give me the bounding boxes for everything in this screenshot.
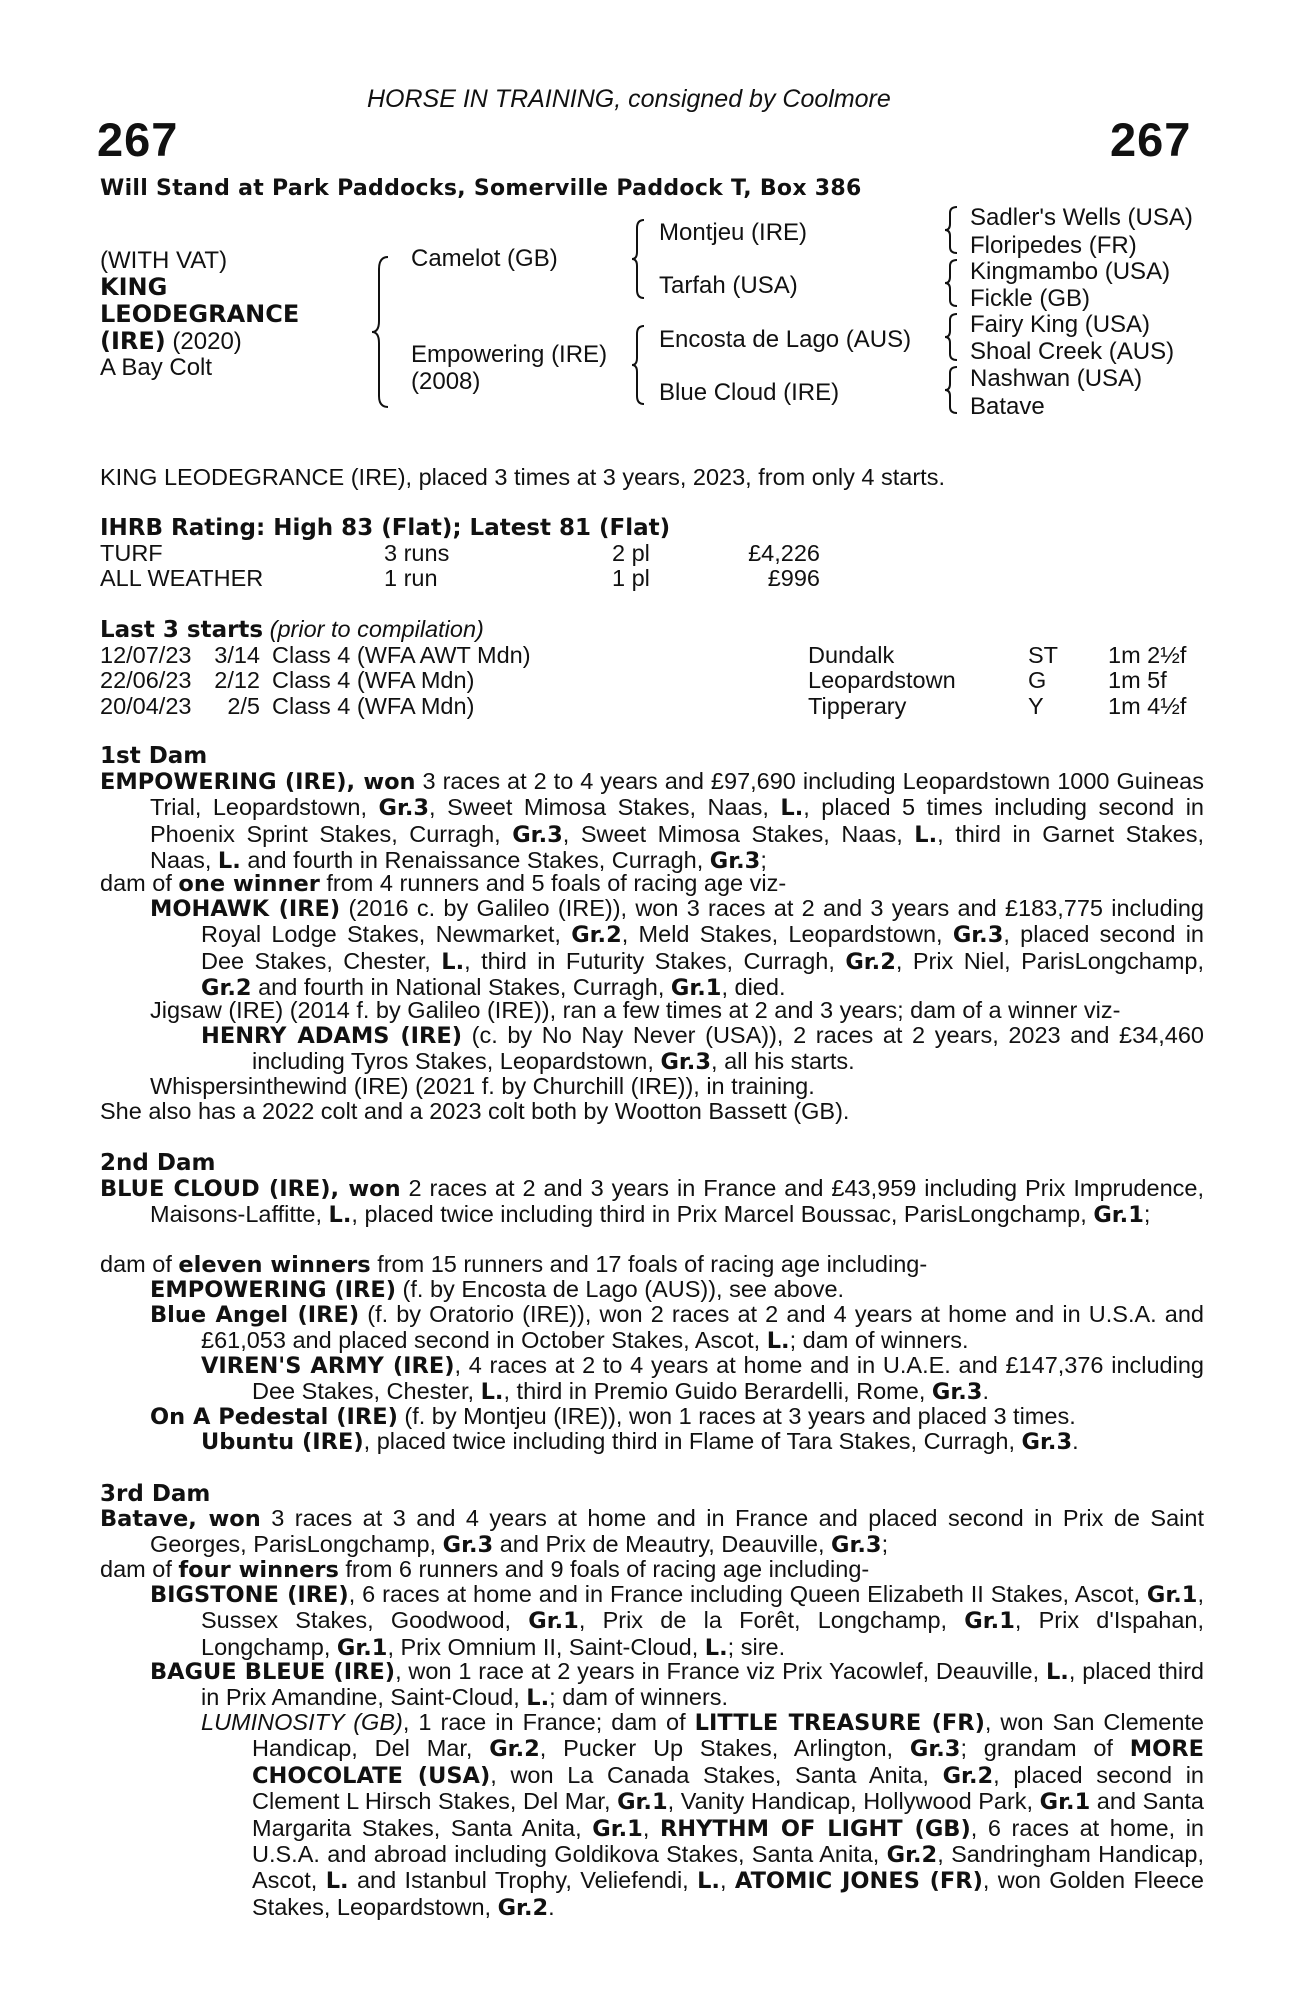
produce-name: HENRY ADAMS (IRE) [201,1023,462,1049]
horse-description: A Bay Colt [100,354,213,381]
text: and fourth in National Stakes, Curragh, [251,974,671,1001]
text: , placed twice including third in Prix Marcel Boussac, ParisLongchamp, [351,1201,1094,1228]
text: 2 races at 2 and 3 years in France and £43,959 including Prix Imprudence, Maisons-Laffitte, [150,1175,1204,1228]
horse-year: (2020) [165,328,242,355]
text: , all his starts. [711,1048,855,1075]
grade: Gr.1 [964,1608,1015,1635]
grade: Gr.2 [497,1894,549,1921]
produce-name: EMPOWERING (IRE) [150,1277,397,1303]
last-starts-note: (prior to compilation) [263,616,484,642]
horse-country: (IRE) [100,327,166,355]
pedigree-brace-g3-1 [943,205,959,255]
pedigree-brace-g3-4 [943,365,959,415]
pedigree-dam-dam: Blue Cloud (IRE) [659,379,840,406]
rating-row-aw [100,566,820,591]
text: , third in Garnet Stakes, Naas, [150,820,1204,874]
text: , Prix Niel, ParisLongchamp, [895,947,1205,974]
rating-table [100,541,820,592]
rating-surface: TURF [100,540,163,566]
consignment-line: HORSE IN TRAINING, consigned by Coolmore [367,85,891,113]
start-course: Tipperary [808,692,907,719]
grade: Gr.3 [660,1049,712,1076]
text: , [719,1867,735,1894]
grade: Gr.3 [442,1532,494,1559]
pedigree-brace-sire [630,218,646,302]
produce-name: RHYTHM OF LIGHT (GB) [659,1815,971,1842]
pedigree-gen3-2: Floripedes (FR) [970,232,1137,259]
winners-count: eleven winners [178,1252,371,1278]
dam2-title: 2nd Dam [100,1150,216,1176]
dam-name: Batave [100,1506,189,1532]
text: , Sweet Mimosa Stakes, Naas, [429,794,781,821]
text: from 4 runners and 5 foals of racing age viz- [319,870,787,896]
dam1-race-record [100,768,1204,875]
text: dam of [100,870,179,896]
grade: Gr.3 [512,821,563,848]
text: and Istanbul Trophy, Veliefendi, [348,1867,698,1894]
grade: Gr.1 [1039,1789,1091,1816]
start-pos: 2/12 [214,667,260,694]
listed: L. [780,795,804,822]
start-course: Dundalk [808,642,895,668]
pedigree-gen3-8: Batave [970,393,1045,420]
listed: L. [325,1868,349,1895]
text: , died. [721,974,786,1001]
pedigree-sire: Camelot (GB) [411,245,558,272]
start-course: Leopardstown [808,667,956,694]
text: , Prix Omnium II, Saint-Cloud, [387,1633,705,1660]
text: , Pucker Up Stakes, Arlington, [539,1735,910,1762]
rating-earnings: £4,226 [748,540,820,566]
start-distance: 1m 5f [1108,667,1167,694]
start-going: Y [1028,692,1044,719]
horse-name-line2: LEODEGRANCE [100,300,300,328]
text: , third in Futurity Stakes, Curragh, [464,947,846,974]
rating-earnings: £996 [767,565,820,592]
listed: L. [914,821,938,848]
start-row [100,668,1186,693]
vat-label: (WITH VAT) [100,247,228,274]
rating-placed: 2 pl [612,540,650,566]
start-pos: 2/5 [227,692,260,719]
dam1-produce-summary [100,871,786,897]
grade: Gr.2 [571,922,622,949]
dam3-produce-bigstone [150,1581,1205,1661]
text: , Sussex Stakes, Goodwood, [201,1581,1204,1634]
winners-count: one winner [178,871,320,897]
text: , Vanity Handicap, Hollywood Park, [667,1788,1040,1815]
grade: Gr.1 [336,1634,388,1661]
grade: Gr.1 [617,1789,668,1816]
grade: Gr.2 [489,1736,540,1763]
dam3-race-record [100,1505,1204,1559]
produce-name: VIREN'S ARMY (IRE) [201,1353,455,1379]
text: dam of [100,1251,179,1277]
text: , 4 races at 2 to 4 years at home and in U.A.E. and £147,376 including Dee Stakes, Chester, [252,1352,1204,1405]
pedigree-gen3-1: Sadler's Wells (USA) [970,204,1193,231]
produce-name: LITTLE TREASURE (FR) [694,1710,985,1736]
won-label: , won [330,1176,401,1202]
pedigree-gen3-6: Shoal Creek (AUS) [970,338,1175,365]
text: ; grandam of [960,1735,1130,1762]
start-row [100,694,1186,719]
text: , placed twice including third in Flame of Tara Stakes, Curragh, [363,1428,1022,1454]
produce-name: BAGUE BLEUE (IRE) [150,1659,396,1685]
text: , placed 5 times including second in Phoenix Sprint Stakes, Curragh, [150,794,1204,847]
last-starts-heading [100,617,484,643]
pedigree-gen3-3: Kingmambo (USA) [970,258,1171,285]
dam1-produce-whispersinthewind: Whispersinthewind (IRE) (2021 f. by Churchill (IRE)), in training. [150,1073,815,1099]
last-starts-table [100,643,1186,719]
start-going: G [1028,667,1047,694]
dam1-other-foals: She also has a 2022 colt and a 2023 colt both by Wootton Bassett (GB). [100,1098,850,1124]
text: (f. by Montjeu (IRE)), won 1 races at 3 years and placed 3 times. [397,1403,1076,1429]
grade: Gr.3 [378,795,430,822]
pedigree-brace-g3-2 [943,258,959,308]
dam2-grandproduce-ubuntu [201,1429,1079,1455]
produce-name: Ubuntu (IRE) [201,1429,364,1455]
pedigree-dam-sire: Encosta de Lago (AUS) [659,326,912,353]
text: . [1072,1428,1079,1454]
produce-name: Blue Angel (IRE) [150,1302,360,1328]
horse-country-year [100,327,242,356]
grade: Gr.1 [528,1608,579,1635]
dam3-produce-luminosity [201,1709,1205,1921]
text: from 6 runners and 9 foals of racing age including- [338,1556,870,1582]
text: 3 races at 2 to 4 years and £97,690 including Leopardstown 1000 Guineas Trial, Leopardstown, [150,768,1204,821]
pedigree-brace-dam [630,324,646,408]
listed: L. [697,1868,720,1895]
grade: Gr.1 [670,975,722,1002]
lot-number-left: 267 [97,113,179,166]
text: , won La Canada Stakes, Santa Anita, [490,1761,943,1788]
pedigree-brace-gen1 [370,255,390,410]
dam1-title: 1st Dam [100,743,208,769]
text: , 1 race in France; dam of [402,1709,695,1735]
text: and fourth in Renaissance Stakes, Curragh, [240,847,710,874]
grade: Gr.3 [952,922,1004,949]
text: from 15 runners and 17 foals of racing age including- [370,1251,928,1277]
grade: Gr.1 [1146,1582,1198,1608]
pedigree-gen3-4: Fickle (GB) [970,285,1090,312]
text: , won San Clemente Handicap, Del Mar, [252,1709,1205,1762]
listed: L. [328,1202,352,1229]
pedigree-sire-sire: Montjeu (IRE) [659,219,808,246]
dam3-produce-bague-bleue [150,1658,1204,1712]
text: , Sandringham Handicap, Ascot, [252,1841,1204,1894]
dam1-grandproduce-henry-adams [201,1022,1204,1076]
grade: Gr.2 [201,975,252,1002]
text: , won Golden Fleece Stakes, Leopardstown, [252,1867,1204,1920]
listed: L. [441,948,465,975]
grade: Gr.2 [886,1842,938,1869]
text: , placed second in Clement L Hirsch Stakes, Del Mar, [252,1761,1204,1815]
text: , Prix d'Ispahan, Longchamp, [201,1607,1205,1660]
text: , placed second in Dee Stakes, Chester, [201,921,1204,974]
text: (f. by Encosta de Lago (AUS)), see above. [396,1276,845,1302]
text: (2016 c. by Galileo (IRE)), won 3 races at 2 and 3 years and £183,775 including Royal Lodge Stakes, Newmarket, [201,895,1204,948]
dam2-grandproduce-virens-army [201,1352,1204,1406]
start-date: 22/06/23 [100,667,192,694]
race-summary: KING LEODEGRANCE (IRE), placed 3 times at 3 years, 2023, from only 4 starts. [100,464,945,490]
start-race: Class 4 (WFA Mdn) [272,692,475,719]
horse-name-line1: KING [100,273,168,301]
pedigree-dam-year: (2008) [411,368,481,395]
produce-name: LUMINOSITY (GB) [201,1709,403,1735]
grade: Gr.2 [942,1762,994,1789]
pedigree-gen3-7: Nashwan (USA) [970,365,1143,392]
start-row [100,643,1186,668]
dam3-title: 3rd Dam [100,1481,211,1507]
rating-surface: ALL WEATHER [100,565,264,592]
dam3-produce-summary [100,1557,869,1583]
text: , [642,1814,660,1841]
text: , 6 races at home and in France including Queen Elizabeth II Stakes, Ascot, [348,1581,1147,1607]
text: , Meld Stakes, Leopardstown, [621,921,953,948]
text: . [982,1378,989,1405]
winners-count: four winners [178,1557,339,1583]
text: and Prix de Meautry, Deauville, [493,1531,832,1558]
text: dam of [100,1556,179,1582]
dam2-produce-summary [100,1252,927,1278]
grade: Gr.1 [1093,1202,1144,1229]
pedigree-dam: Empowering (IRE) [411,341,608,368]
pedigree-gen3-5: Fairy King (USA) [970,311,1151,338]
produce-name: MOHAWK (IRE) [150,896,341,922]
grade: Gr.3 [909,1736,961,1763]
text: (c. by No Nay Never (USA)), 2 races at 2 years, 2023 and £34,460 including Tyros Stakes, Leopardstown, [252,1022,1204,1075]
text: , Prix de la Forêt, Longchamp, [578,1607,965,1634]
start-date: 12/07/23 [100,642,192,668]
text: ; [881,1531,889,1558]
grade: Gr.3 [831,1532,882,1559]
text: , Sweet Mimosa Stakes, Naas, [562,820,915,847]
start-distance: 1m 4½f [1108,692,1187,719]
grade: Gr.3 [1021,1429,1073,1455]
dam-name: EMPOWERING (IRE) [100,769,347,795]
text: 3 races at 3 and 4 years at home and in France and placed second in Prix de Saint Georges, ParisLongchamp, [150,1505,1204,1558]
grade: Gr.3 [709,848,761,875]
rating-title: IHRB Rating: High 83 (Flat); Latest 81 (Flat) [100,515,671,541]
text: , won 1 race at 2 years in France viz Prix Yacowlef, Deauville, [395,1658,1046,1684]
text: , placed third in Prix Amandine, Saint-Cloud, [201,1658,1204,1711]
listed: L. [217,848,241,875]
listed: L. [480,1379,504,1406]
dam-name: BLUE CLOUD (IRE) [100,1176,331,1202]
start-race: Class 4 (WFA AWT Mdn) [272,642,531,668]
start-going: ST [1028,642,1059,668]
start-distance: 1m 2½f [1108,642,1187,668]
produce-name: BIGSTONE (IRE) [150,1582,349,1608]
text: ; [1143,1201,1151,1228]
produce-name: On A Pedestal (IRE) [150,1404,398,1430]
text: ; [760,847,767,874]
grade: Gr.2 [845,948,896,975]
listed: L. [1045,1659,1069,1685]
dam2-produce-empowering [150,1277,844,1303]
dam2-produce-on-a-pedestal [150,1404,1076,1430]
dam1-produce-mohawk [150,895,1205,1002]
grade: Gr.1 [592,1815,643,1842]
listed: L. [704,1634,728,1661]
rating-row-turf [100,541,820,566]
text: , third in Premio Guido Berardelli, Rome, [503,1378,932,1405]
start-date: 20/04/23 [100,692,192,719]
pedigree-brace-g3-3 [943,312,959,362]
won-label: , won [346,769,416,795]
produce-name: ATOMIC JONES (FR) [734,1868,983,1895]
text: , 6 races at home, in U.S.A. and abroad including Goldikova Stakes, Santa Anita, [252,1814,1205,1868]
rating-runs: 3 runs [384,540,450,566]
won-label: , won [188,1506,261,1532]
text: (f. by Oratorio (IRE)), won 2 races at 2 and 4 years at home and in U.S.A. and £61,053 and placed second in October Stakes, Ascot, [201,1301,1204,1354]
rating-placed: 1 pl [612,565,650,592]
listed: L. [526,1685,550,1712]
text: . [548,1893,555,1920]
last-starts-title: Last 3 starts [100,617,264,643]
start-pos: 3/14 [214,642,260,668]
text: and Santa Margarita Stakes, Santa Anita, [252,1788,1204,1841]
stabling-line: Will Stand at Park Paddocks, Somerville Paddock T, Box 386 [100,176,862,201]
pedigree-sire-dam: Tarfah (USA) [659,272,798,299]
text: ; dam of winners. [789,1327,969,1354]
text: ; dam of winners. [549,1684,729,1711]
text: ; sire. [727,1633,786,1660]
dam2-race-record [100,1175,1204,1229]
lot-number-right: 267 [1110,113,1192,166]
produce-name: MORE CHOCOLATE (USA) [252,1736,1204,1789]
dam1-produce-jigsaw: Jigsaw (IRE) (2014 f. by Galileo (IRE)), ran a few times at 2 and 3 years; dam of a winner viz- [150,997,1121,1023]
start-race: Class 4 (WFA Mdn) [272,667,475,694]
dam2-produce-blue-angel [150,1301,1204,1355]
rating-runs: 1 run [384,565,438,592]
grade: Gr.3 [931,1379,983,1406]
listed: L. [766,1328,790,1355]
